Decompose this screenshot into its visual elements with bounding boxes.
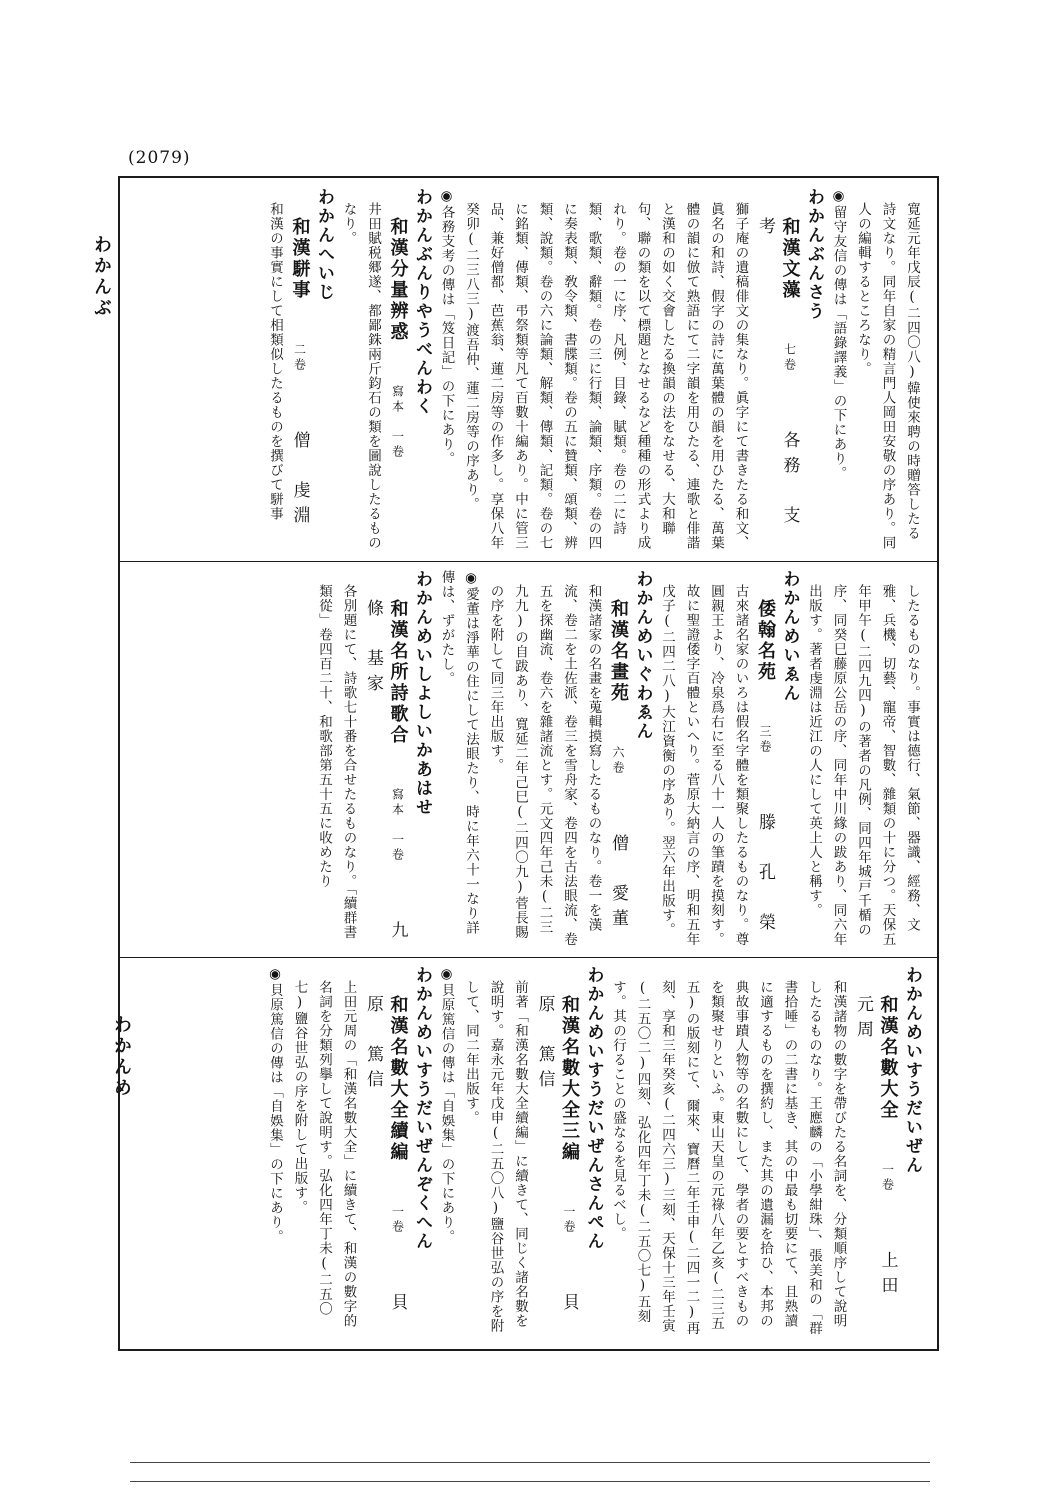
entry-heading [851,995,900,1341]
entry-body: 和漢諸家の名畫を蒐輯摸寫したるものなり。卷一を漢流、卷二を土佐派、卷三を雪舟家、卷四を古法眼流、卷五を探幽流、卷六を雜諸流とす。元文四年己未(二三九九)の自跋あり、寬延二年己巳(二四〇九)菅長賜の序を附して同三年出版す。 [487,583,602,946]
entry-title: 和漢分量辨惑 [387,216,409,343]
entry-body: 古來諸名家のいろは假名字體を類聚したるものなり。尊圓親王より、冷泉爲右に至る八十一人の筆蹟を摸刻す。故に聖證倭字百體といへり。菅原大納言の序、明和五年戊子(二四二八)大江資衡の序あり。翌六年出版す。 [659,583,749,946]
entry-kana: わかんぶんさう [804,188,824,321]
entry-wakan-meisho-shiika-awase [312,570,435,948]
section-band-1 [132,188,924,553]
entry-heading [753,217,802,553]
entry-heading [361,995,410,1341]
divider-2 [120,957,937,958]
entry-wakan-bunryou-benwaku [336,188,434,553]
entry-wakan-meien [655,570,802,948]
entry-body: 獅子庵の遺稿俳文の集なり。眞字にて書きたる和文、眞名の和詩、假字の詩に萬葉體の韻を用ひたる、萬葉體の韻に倣て熟語にて二字韻を用ひたる、連歌と俳諧と漢和の如く交會したる換韻の法をなせる、大和聯句、聯の類を以て標題となせるなど種種の形式より成れり。卷の一に序、凡例、目錄、賦類。卷の二に詩類、歌類、辭類。卷の三に行類、論類、序類。卷の四に奏表類、敎令類、書牒類。卷の五に贊類、頌類、辨類、說類。卷の六に論類、解類、傳類、記類。卷の七に銘類、傳類、弔祭類等凡て百數十編あり。中に管三品、兼好僧都、芭蕉翁、蓮二房等の作多し。享保八年癸卯(二三八三)渡吾仲、蓮二房等の序あり。 [463,201,749,550]
entry-body: 上田元周の「和漢名數大全」に續きて、和漢の數字的名詞を分類列擧して說明す。弘化四年丁未(二五〇七)鹽谷世弘の序を附して出版す。 [291,979,357,1328]
entry-heading [753,599,778,948]
cont-note: ◉留守友信の傳は「語錄譯義」の下にあり。 [830,188,847,481]
entry-wakan-meisuu-daizen-zokuhen [263,966,435,1341]
entry-title: 和漢名數大全三編 [559,994,580,1163]
entry-wakan-meisuu-daizen-sanpen [434,966,606,1341]
entry-kana: わかんめいすうだいぜんさんぺん [583,966,604,1251]
entry-body: 前著「和漢名數大全續編」に續きて、同じく諸名數を說明す。嘉永元年戊申(二五〇八)鹽谷世弘の序を附して、同二年出版す。 [463,979,528,1333]
entry-volume: 一卷 [390,1204,405,1235]
entry-volume: 寫本 一卷 [390,787,405,863]
entry-kana: わかんめいしよしいかあはせ [412,570,432,817]
entry-note: ◉愛董は淨華の住にして法眼たり、時に年六十一なり詳傳は、ずがたし。 [438,570,479,935]
entry-heading [385,217,410,553]
entry-title: 和漢名畫苑 [608,598,629,704]
entry-title: 和漢名數大全續編 [387,994,409,1163]
entry-author: 僧 愛董 [608,833,628,934]
entry-author: 上田 元周 [853,994,898,1326]
section-band-3 [132,966,924,1341]
entry-wakan-bunsou [434,188,826,553]
entry-volume: 七卷 [782,342,797,373]
entry-title: 倭翰名苑 [755,598,776,683]
entry-wakan-meigaen [434,570,655,948]
entry-title: 和漢名所詩歌合 [387,598,409,746]
entry-title: 和漢名數大全 [877,994,899,1121]
entry-kana: わかんへいじ [314,188,334,302]
bottom-rule-2 [130,1481,930,1482]
entry-heading [361,599,410,948]
entry-kana: わかんめいすうだいぜんぞくへん [412,966,432,1251]
entry-volume: 一卷 [880,1162,895,1193]
entry-wakan-heiji [263,188,337,553]
page-number: (2079) [128,148,191,168]
entry-kana: わかんめいぐわゑん [632,570,653,741]
entry-volume: 寫本 一卷 [390,384,405,460]
entry-author: 貝原 篤信 [534,994,579,1318]
continued-text-1 [826,188,924,553]
entry-kana: わかんめいゑん [779,570,800,703]
entry-note: ◉各務支考の傳は「笈日記」の下にあり。 [438,188,455,466]
divider-1 [120,561,937,562]
continued-text-2 [802,570,925,948]
entry-author: 僧 虔淵 [289,430,310,531]
entry-author: 九條 基家 [363,598,408,946]
entry-body: 和漢諸物の數字を帶びたる名詞を、分類順序して說明したるものなり。王應麟の「小學紺珠」、張美和の「群書拾唾」の二書に基き、其の中最も切要にて、且熟讀に適するものを撰約し、また其の遺漏を拾ひ、本邦の典故事蹟人物等の名數にして、學者の要とすべきものを類聚せりといふ。東山天皇の元祿八年乙亥(二三五五)の版刻にて、爾來、寶曆二年壬申(二四一二)再刻、享和三年癸亥(二四六三)三刻、天保十三年壬寅(二五〇二)四刻、弘化四年丁未(二五〇七)五刻す。其の行ることの盛なるを見るべし。 [610,979,847,1336]
entry-author: 滕 孔 榮 [755,812,775,938]
section-band-2 [132,570,924,948]
cont-body: したるものなり。事實は德行、氣節、器識、經務、文雅、兵機、切藝、寵帝、智數、雜類の十に分つ。天保五年甲午(二四九四)の著者の凡例、同四年城戸千楯の序、同癸巳藤原公岳の序、同年中川緣の跋あり、同六年出版す。著者虔淵は近江の人にして英上人と稱す。 [806,583,920,946]
page-frame [118,176,939,1351]
side-label-lower: わかんめ [111,1015,132,1099]
entry-kana: わかんめいすうだいぜん [902,966,922,1175]
entry-volume: 二卷 [292,342,307,373]
entry-author: 各務 支考 [755,216,800,531]
entry-title: 和漢駢事 [289,216,311,301]
entry-body: 井田賦税郷遂、都鄙銖兩斤鈞石の類を圖說したるものなり。 [340,201,381,550]
bottom-rule-1 [130,1462,930,1463]
side-label-upper: わかんぶ [91,235,112,319]
entry-heading [532,995,581,1341]
entry-volume: 三卷 [758,724,772,755]
entry-wakan-meisuu-daizen [606,966,925,1341]
entry-kana: わかんぶんりやうべんわく [412,188,432,416]
entry-heading [287,217,312,553]
entry-volume: 六卷 [611,745,625,776]
entry-note: ◉貝原篤信の傳は「自娛集」の下にあり。 [438,966,455,1244]
entry-body: 各別題にて、詩歌七十番を合せたるものなり。「續群書類從」卷四百二十、和歌部第五十五に收めたり [316,583,357,940]
entry-note: ◉貝原篤信の傳は「自娛集」の下にあり。 [267,966,283,1244]
cont-body: 寛延元年戊辰(二四〇八)韓使來聘の時贈答したる詩文なり。同年自家の精言門人岡田安敬の序あり。同人の編輯するところなり。 [855,201,920,550]
entry-volume: 一卷 [562,1204,576,1235]
entry-body: 和漢の事實にして相類似したるものを撰びて駢事 [267,201,283,521]
entry-author: 貝原 篤信 [363,994,408,1318]
entry-heading [606,599,631,948]
entry-title: 和漢文藻 [779,216,801,301]
